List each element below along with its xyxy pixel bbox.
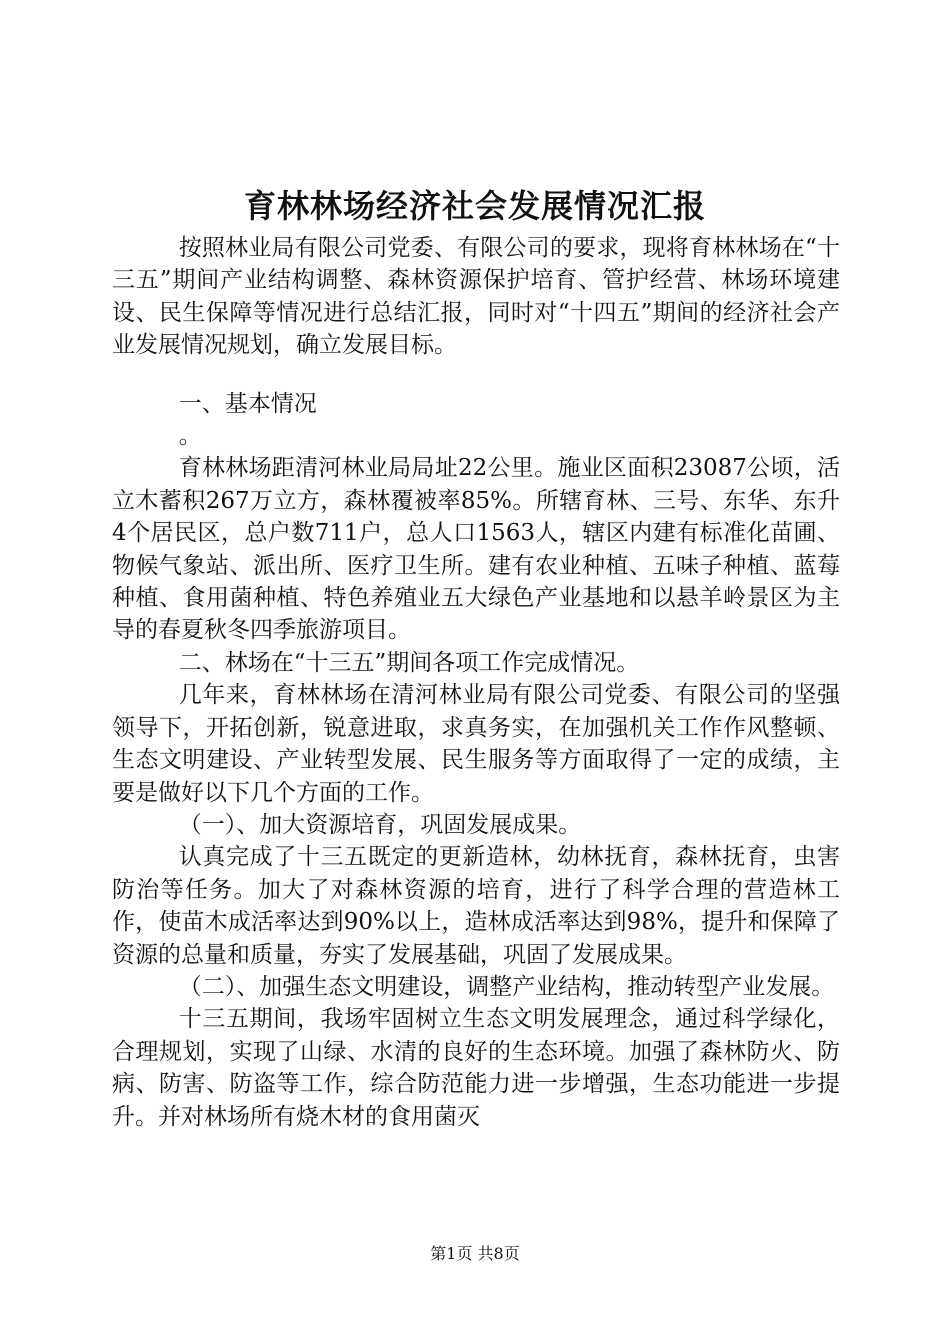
page-number: 第1页 共8页 bbox=[430, 1244, 520, 1263]
paragraph-achievements: 几年来，育林林场在清河林业局有限公司党委、有限公司的坚强领导下，开拓创新，锐意进取，求真务实，在加强机关工作作风整顿、生态文明建设、产业转型发展、民生服务等方面取得了一定的成绩，主要是做好以下几个方面的工作。 bbox=[112, 682, 840, 806]
section-heading-work: 二、林场在“十三五”期间各项工作完成情况。 bbox=[178, 649, 640, 676]
document-body bbox=[112, 232, 840, 1133]
subheading-ecology: （二）、加强生态文明建设，调整产业结构，推动转型产业发展。 bbox=[178, 973, 835, 1000]
document-title: 育林林场经济社会发展情况汇报 bbox=[243, 187, 706, 225]
paragraph-intro: 按照林业局有限公司党委、有限公司的要求，现将育林林场在“十三五”期间产业结构调整、森林资源保护培育、管护经营、林场环境建设、民生保障等情况进行总结汇报，同时对“十四五”期间的经济社会产业发展情况规划，确立发展目标。 bbox=[112, 235, 840, 359]
paragraph-stray-mark: 。 bbox=[178, 423, 202, 450]
paragraph-resources: 认真完成了十三五既定的更新造林，幼林抚育，森林抚育，虫害防治等任务。加大了对森林资源的培育，进行了科学合理的营造林工作，使苗木成活率达到90%以上，造林成活率达到98%，提升和保障了资源的总量和质量，夯实了发展基础，巩固了发展成果。 bbox=[112, 844, 840, 968]
paragraph-basic-info: 育林林场距清河林业局局址22公里。施业区面积23087公顷，活立木蓄积267万立方，森林覆被率85%。所辖育林、三号、东华、东升4个居民区，总户数711户，总人口1563人，辖区内建有标准化苗圃、物候气象站、派出所、医疗卫生所。建有农业种植、五味子种植、蓝莓种植、食用菌种植、特色养殖业五大绿色产业基地和以悬羊岭景区为主导的春夏秋冬四季旅游项目。 bbox=[112, 455, 840, 644]
paragraph-ecology: 十三五期间，我场牢固树立生态文明发展理念，通过科学绿化，合理规划，实现了山绿、水清的良好的生态环境。加强了森林防火、防病、防害、防盗等工作，综合防范能力进一步增强，生态功能进一步提升。并对林场所有烧木材的食用菌灭 bbox=[112, 1006, 840, 1130]
subheading-resources: （一）、加大资源培育，巩固发展成果。 bbox=[178, 811, 582, 838]
section-heading-basic: 一、基本情况 bbox=[178, 390, 317, 417]
